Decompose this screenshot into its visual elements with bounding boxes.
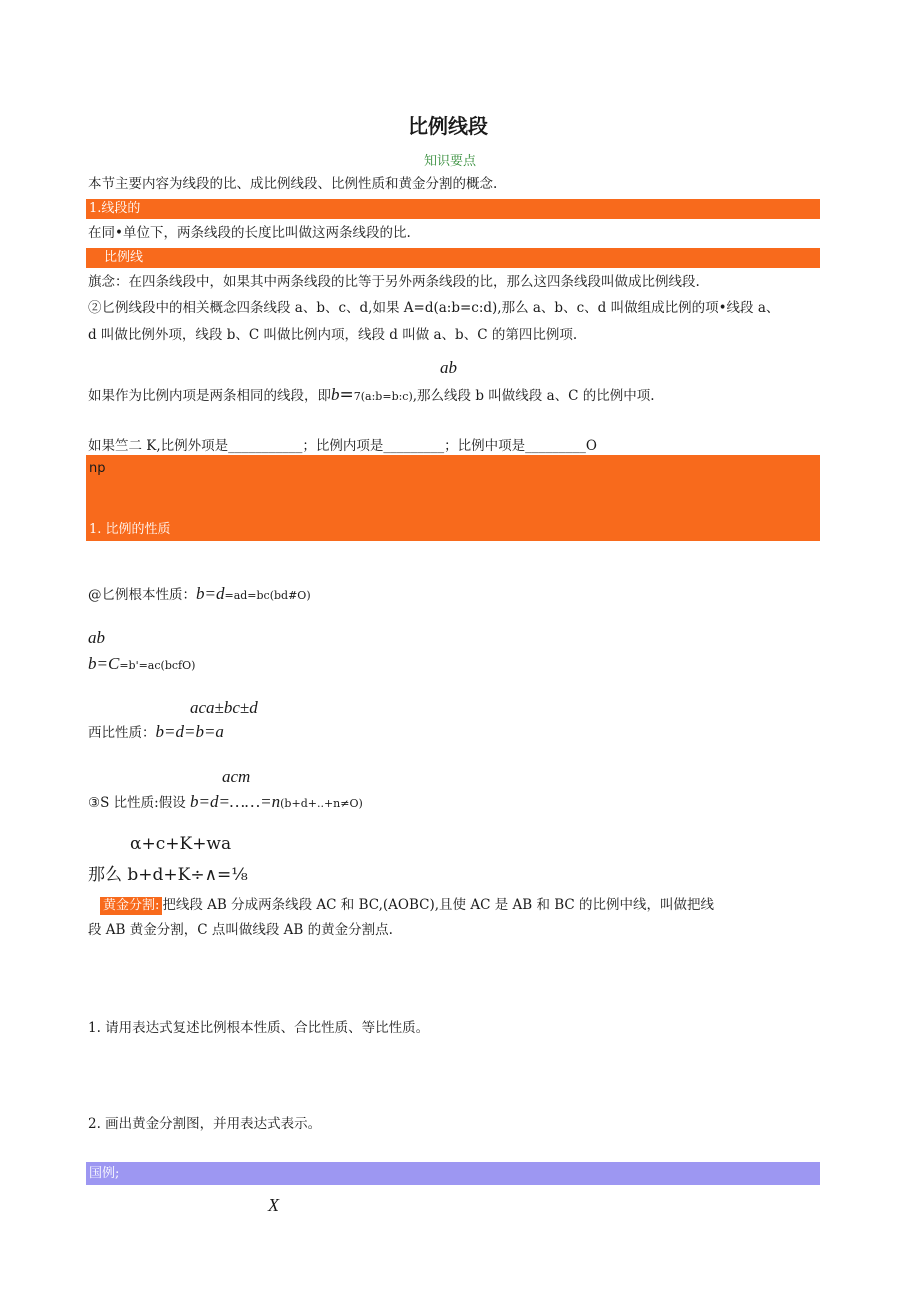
band-label: 比例线: [104, 250, 144, 265]
variable-x-label: X: [268, 1195, 279, 1215]
property-3-numerator: aca±bc±d: [190, 698, 258, 717]
property-4-numerator: acm: [222, 767, 251, 786]
ratio-definition: 在同•单位下，两条线段的长度比叫做这两条线段的比.: [88, 225, 411, 241]
definition-2-line-2: d 叫做比例外项，线段 b、C 叫做比例内项，线段 d 叫做 a、b、C 的第四比例项.: [88, 327, 578, 343]
mean-expression: 7(a:b=b:c): [353, 390, 413, 403]
property-4-formula: b=d=……=n: [189, 792, 281, 811]
section-band-properties: [86, 455, 820, 541]
section-subtitle: 知识要点: [424, 154, 477, 169]
band-top-label: np: [89, 461, 106, 476]
basic-property-formula: b=d: [196, 584, 225, 603]
fill-in-blank-line: 如果竺二 K,比例外项是___________；比例内项是_________；比例中项是_________O: [88, 438, 597, 454]
property-4-line: [88, 793, 363, 813]
property-4-condition: (b+d+..+n≠O): [280, 797, 363, 810]
basic-property-line: [88, 585, 311, 605]
property-2-formula: b=C: [88, 654, 120, 673]
section-band-segment: [86, 199, 820, 219]
basic-property-condition: =ad=bc(bd#O): [224, 589, 311, 602]
band-label: 1.线段的: [89, 201, 141, 216]
property-2-condition: =b'=ac(bcfO): [119, 659, 196, 672]
mean-proportional-line: [88, 386, 655, 406]
golden-section-line-2: 段 AB 黄金分割，C 点叫做线段 AB 的黄金分割点.: [88, 922, 393, 938]
property-2-numerator: ab: [88, 628, 105, 647]
fraction-numerator: ab: [440, 358, 457, 377]
band-bottom-label: 1. 比例的性质: [89, 522, 171, 537]
section-band-proportional: [86, 248, 820, 268]
golden-section-text-1: 把线段 AB 分成两条线段 AC 和 BC,(AOBC),且使 AC 是 AB 和 BC 的比例中线，叫做把线: [162, 897, 715, 913]
definition-2-line-1: ②匕例线段中的相关概念四条线段 a、b、c、d,如果 A=d(a:b=c:d),那么 a、b、c、d 叫做组成比例的项•线段 a、: [88, 300, 780, 316]
question-1: 1. 请用表达式复述比例根本性质、合比性质、等比性质。: [88, 1020, 430, 1036]
property-5-line: 那么 b+d+K÷∧=⅛: [88, 865, 248, 885]
mean-text-suffix: ,那么线段 b 叫做线段 a、C 的比例中项.: [412, 388, 655, 404]
property-2-line: [88, 655, 195, 675]
band-label: 国例;: [89, 1166, 120, 1181]
property-3-prefix: 西比性质：: [88, 725, 156, 741]
section-band-example: [86, 1162, 820, 1185]
definition-1: 旗念：在四条线段中，如果其中两条线段的比等于另外两条线段的比，那么这四条线段叫做成比例线段.: [88, 274, 700, 290]
mean-variable-b: b: [331, 385, 340, 404]
golden-section-tag: 黄金分割:: [100, 897, 162, 915]
property-5-numerator: α+c+K+wa: [130, 834, 232, 854]
page-title: 比例线段: [408, 114, 488, 138]
basic-property-prefix: @匕例根本性质：: [88, 587, 196, 603]
property-3-line: [88, 723, 224, 742]
question-2: 2. 画出黄金分割图，并用表达式表示。: [88, 1116, 322, 1132]
property-3-formula: b=d=b=a: [155, 722, 224, 741]
intro-text: 本节主要内容为线段的比、成比例线段、比例性质和黄金分割的概念.: [88, 176, 498, 192]
mean-text-prefix: 如果作为比例内项是两条相同的线段，即: [88, 388, 331, 404]
golden-section-line-1: [100, 896, 714, 915]
property-4-prefix: ③S 比性质:假设: [88, 795, 190, 811]
mean-equals: =: [339, 385, 354, 405]
